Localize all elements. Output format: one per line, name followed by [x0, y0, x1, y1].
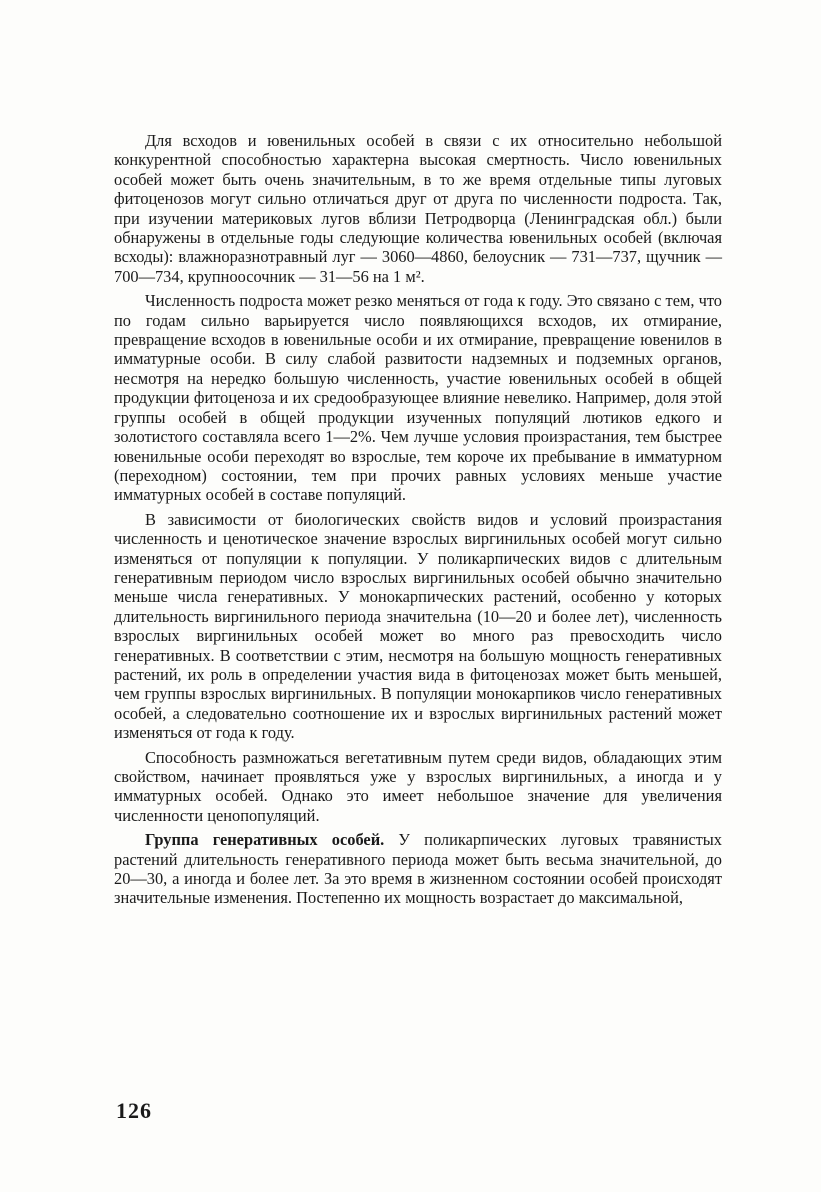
paragraph-5: [114, 830, 722, 908]
paragraph-5-text: У поликарпических луговых травянистых растений длительность генеративного периода может быть весьма значительной, до 20—30, а иногда и более лет. За это время в жизненном состоянии особей происходят значительные изменения. Постепенно их мощность возрастает до максимальной,: [114, 830, 722, 908]
paragraph-4: Способность размножаться вегетативным путем среди видов, обладающих этим свойством, начинает проявляться уже у взрослых виргинильных, а иногда и у имматурных особей. Однако это имеет небольшое значение для увеличения численности ценопопуляций.: [114, 747, 722, 825]
paragraph-1: Для всходов и ювенильных особей в связи с их относительно небольшой конкурентной способностью характерна высокая смертность. Число ювенильных особей может быть очень значительным, в то же время отдельные типы луговых фитоценозов могут сильно отличаться друг от друга по численности подроста. Так, при изучении материковых лугов вблизи Петродворца (Ленинградская обл.) были обнаружены в отдельные годы следующие количества ювенильных особей (включая всходы): влажноразнотравный луг — 3060—4860, белоусник — 731—737, щучник — 700—734, крупноосочник — 31—56 на 1 м².: [114, 131, 722, 286]
page-number: 126: [116, 1098, 152, 1123]
body-text: [114, 131, 722, 913]
paragraph-3: В зависимости от биологических свойств видов и условий произрастания численность и ценотическое значение взрослых виргинильных особей могут сильно изменяться от популяции к популяции. У поликарпических видов с длительным генеративным периодом число взрослых виргинильных особей обычно значительно меньше числа генеративных. У монокарпических растений, особенно у которых длительность виргинильного периода значительна (10—20 и более лет), численность взрослых виргинильных особей может во много раз превосходить число генеративных. В соответствии с этим, несмотря на большую мощность генеративных растений, их роль в определении участия вида в фитоценозах может быть меньшей, чем группы взрослых виргинильных. В популяции монокарпиков число генеративных особей, а следовательно соотношение их и взрослых виргинильных растений может изменяться от года к году.: [114, 509, 722, 743]
paragraph-2: Численность подроста может резко меняться от года к году. Это связано с тем, что по годам сильно варьируется число появляющихся всходов, их отмирание, превращение всходов в ювенильные особи и их отмирание, превращение ювенилов в имматурные особи. В силу слабой развитости надземных и подземных органов, несмотря на нередко большую численность, участие ювенильных особей в общей продукции фитоценоза и их средообразующее влияние невелико. Например, доля этой группы особей в общей продукции изученных популяций лютиков едкого и золотистого составляла всего 1—2%. Чем лучше условия произрастания, тем быстрее ювенильные особи переходят во взрослые, тем короче их пребывание в имматурном (переходном) состоянии, тем при прочих равных условиях меньше участие имматурных особей в составе популяций.: [114, 291, 722, 505]
section-heading: Группа генеративных особей.: [145, 830, 385, 850]
